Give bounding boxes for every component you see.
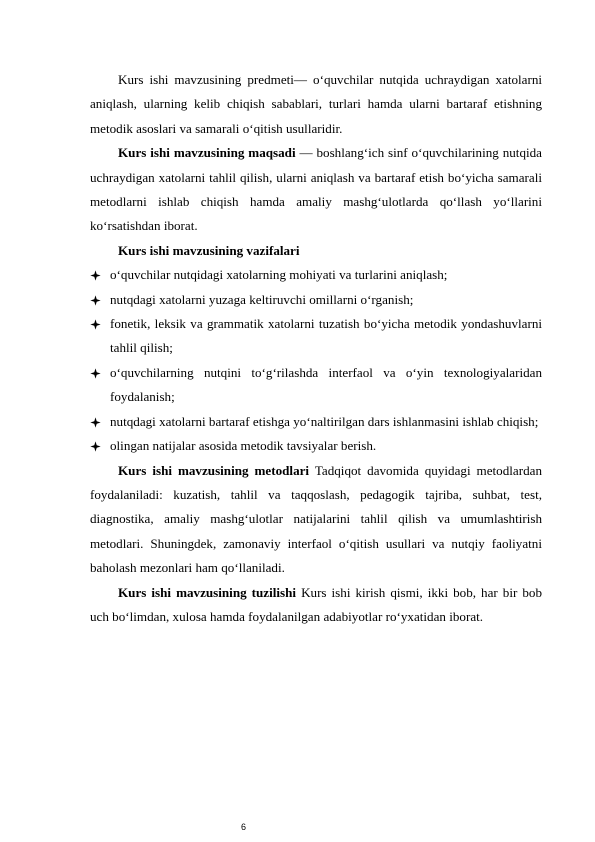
list-item: [90, 434, 542, 458]
methods-paragraph: [90, 459, 542, 581]
goal-paragraph: [90, 141, 542, 239]
diamond-bullet-icon: [90, 417, 101, 428]
list-item: [90, 312, 542, 361]
task-text: o‘quvchilar nutqidagi xatolarning mohiyati va turlarini aniqlash;: [110, 267, 448, 283]
list-item: [90, 288, 542, 312]
structure-paragraph: [90, 581, 542, 630]
document-page: [90, 68, 542, 629]
task-text: nutqdagi xatolarni yuzaga keltiruvchi omillarni o‘rganish;: [110, 291, 414, 307]
list-item: [90, 361, 542, 410]
diamond-bullet-icon: [90, 270, 101, 281]
list-item: [90, 410, 542, 434]
task-text: olingan natijalar asosida metodik tavsiyalar berish.: [110, 438, 377, 454]
structure-text: Kurs ishi kirish qismi, ikki bob, har bir bob uch bo‘limdan, xulosa hamda foydalanilgan adabiyotlar ro‘yxatidan iborat.: [90, 584, 542, 624]
diamond-bullet-icon: [90, 441, 101, 452]
diamond-bullet-icon: [90, 295, 101, 306]
tasks-list: [90, 263, 542, 458]
task-text: nutqdagi xatolarni bartaraf etishga yo‘naltirilgan dars ishlanmasini ishlab chiqish;: [110, 413, 539, 429]
diamond-bullet-icon: [90, 368, 101, 379]
structure-label: Kurs ishi mavzusining tuzilishi: [118, 584, 297, 600]
task-text: fonetik, leksik va grammatik xatolarni tuzatish bo‘yicha metodik yondashuvlarni tahlil qilish;: [110, 316, 542, 356]
list-item: [90, 263, 542, 287]
intro-text: Kurs ishi mavzusining predmeti— o‘quvchilar nutqida uchraydigan xatolarni aniqlash, ularning kelib chiqish sabablari, turlari hamda ularni bartaraf etishning metodik asoslari va samarali o‘qitish usullaridir.: [90, 72, 542, 136]
goal-text: — boshlang‘ich sinf o‘quvchilarining nutqida uchraydigan xatolarni tahlil qilish, ularni aniqlash va bartaraf etish bo‘yicha samarali metodlarni ishlab chiqish hamda amaliy mashg‘ulotlarda qo‘llash yo‘llarini ko‘rsatishdan iborat.: [90, 145, 542, 234]
intro-paragraph: [90, 68, 542, 141]
page-number: 6: [241, 822, 247, 832]
methods-label: Kurs ishi mavzusining metodlari: [118, 462, 310, 478]
task-text: o‘quvchilarning nutqini to‘g‘rilashda interfaol va o‘yin texnologiyalaridan foydalanish;: [110, 364, 542, 405]
goal-label: Kurs ishi mavzusining maqsadi: [118, 145, 296, 161]
diamond-bullet-icon: [90, 319, 101, 330]
methods-text: Tadqiqot davomida quyidagi metodlardan foydalaniladi: kuzatish, tahlil va taqqoslash, pedagogik tajriba, suhbat, test, diagnostika, amaliy mashg‘ulotlar natijalarini tahlil qilish va umumlashtirish metodlari. Shuningdek, zamonaviy interfaol o‘qitish usullari va nutqiy faoliyatni baholash mezonlari ham qo‘llaniladi.: [90, 462, 542, 576]
tasks-heading: Kurs ishi mavzusining vazifalari: [118, 242, 300, 258]
